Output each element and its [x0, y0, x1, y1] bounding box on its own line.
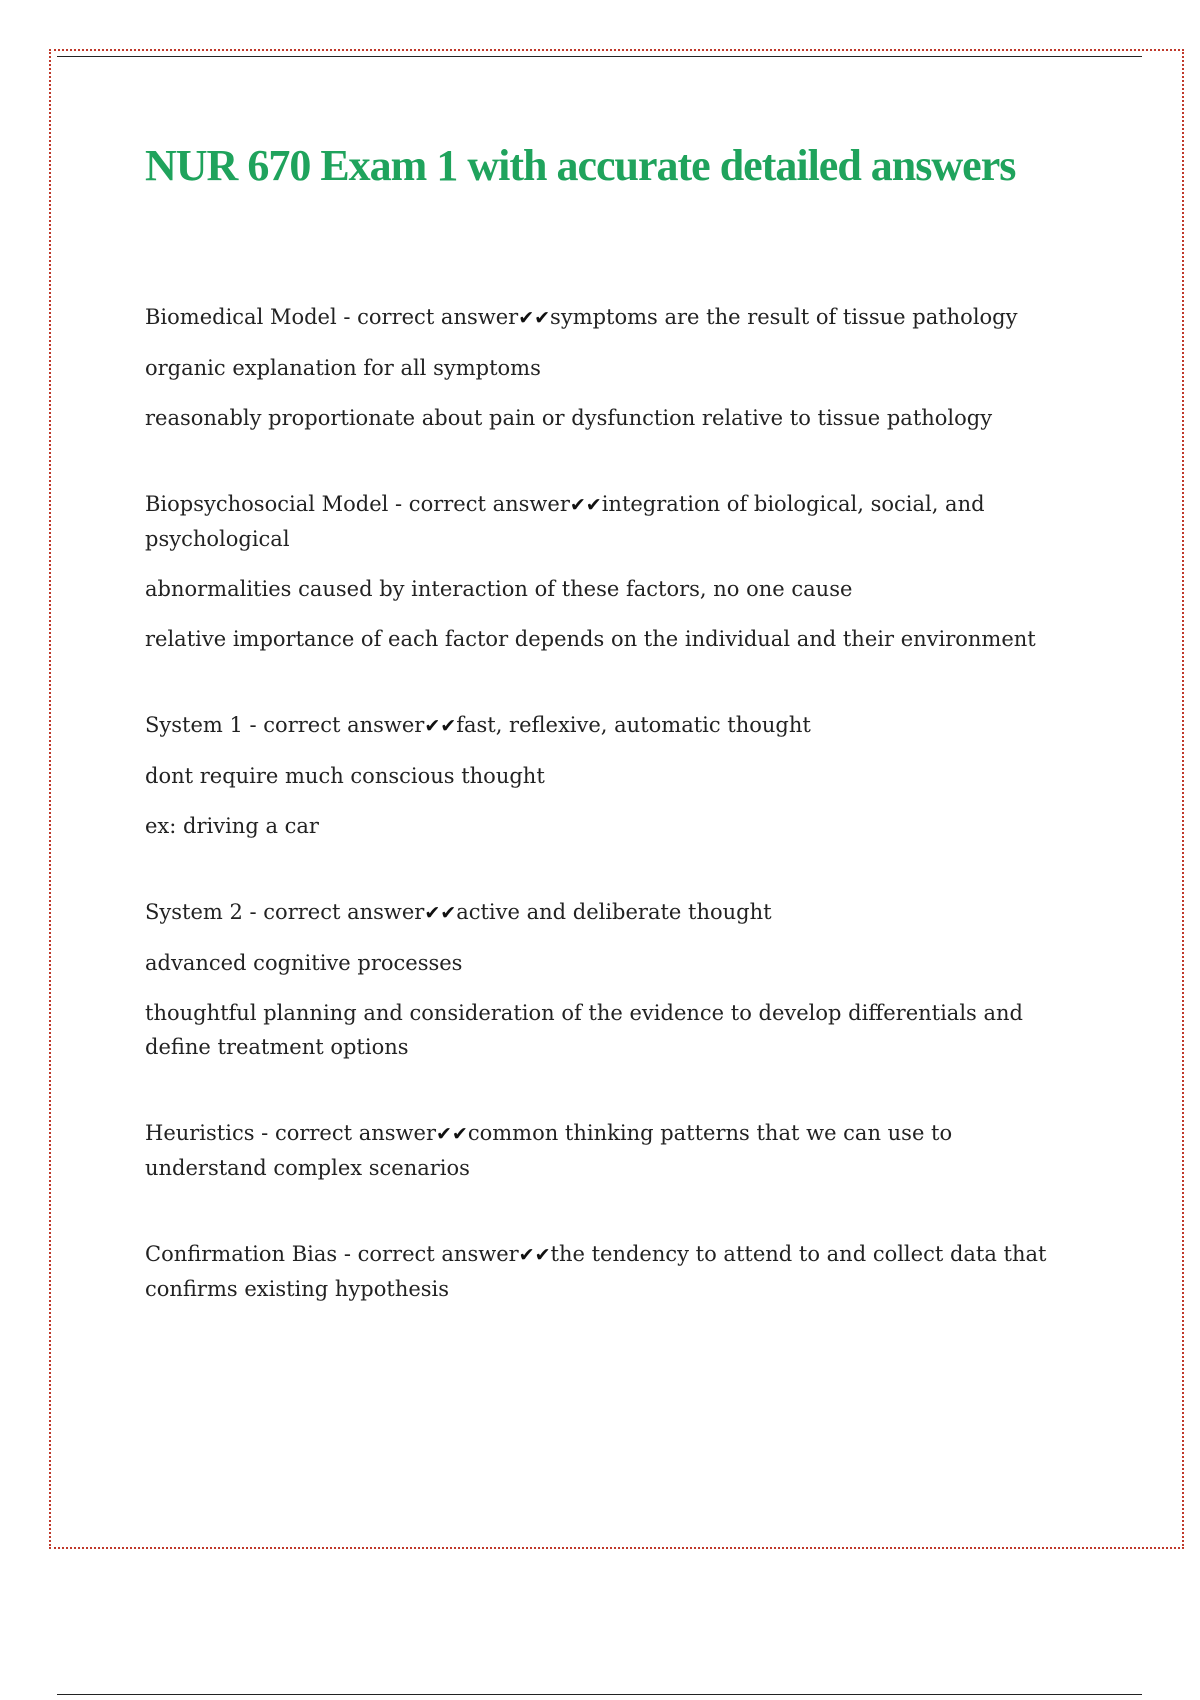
qa-separator: - correct answer — [336, 305, 519, 329]
qa-answer-line: reasonably proportionate about pain or dysfunction relative to tissue pathology — [145, 406, 993, 430]
qa-answer-line: relative importance of each factor depends on the individual and their environment — [145, 627, 1036, 651]
qa-first-line — [145, 300, 1075, 335]
qa-answer-line: thoughtful planning and consideration of the evidence to develop differentials and define treatment options — [145, 1001, 1023, 1059]
qa-term: System 1 — [145, 713, 243, 737]
qa-first-line — [145, 1116, 1075, 1185]
qa-entry-system-1 — [145, 708, 1075, 843]
checkmark-icon: ✔✔ — [569, 494, 602, 516]
qa-answer-line: organic explanation for all symptoms — [145, 356, 541, 380]
qa-separator: - correct answer — [254, 1121, 436, 1145]
qa-answer: active and deliberate thought — [456, 900, 772, 924]
checkmark-icon: ✔✔ — [518, 307, 551, 329]
qa-term: System 2 — [145, 900, 243, 924]
qa-entry-biomedical-model — [145, 300, 1075, 435]
qa-entry-biopsychosocial-model — [145, 487, 1075, 656]
qa-term: Biomedical Model — [145, 305, 337, 329]
bottom-divider — [57, 1694, 1142, 1695]
qa-entry-heuristics — [145, 1116, 1075, 1185]
qa-answer: common thinking patterns that we can use to understand complex scenarios — [145, 1121, 953, 1180]
qa-first-line — [145, 1237, 1075, 1306]
qa-term: Biopsychosocial Model — [145, 492, 389, 516]
qa-first-line — [145, 708, 1075, 743]
qa-answer-line: abnormalities caused by interaction of these factors, no one cause — [145, 577, 853, 601]
qa-answer-line: advanced cognitive processes — [145, 951, 463, 975]
qa-separator: - correct answer — [242, 713, 425, 737]
qa-answer-line: dont require much conscious thought — [145, 764, 545, 788]
qa-term: Heuristics — [145, 1121, 255, 1145]
qa-first-line — [145, 487, 1075, 556]
qa-entry-system-2 — [145, 895, 1075, 1064]
qa-answer: integration of biological, social, and psychological — [145, 492, 985, 551]
qa-separator: - correct answer — [242, 900, 425, 924]
qa-separator: - correct answer — [337, 1242, 519, 1266]
qa-answer: fast, reflexive, automatic thought — [456, 713, 811, 737]
qa-list — [145, 300, 1075, 1358]
qa-term: Confirmation Bias — [145, 1242, 338, 1266]
checkmark-icon: ✔✔ — [436, 1123, 468, 1145]
qa-entry-confirmation-bias — [145, 1237, 1075, 1306]
qa-first-line — [145, 895, 1075, 930]
qa-separator: - correct answer — [388, 492, 570, 516]
checkmark-icon: ✔✔ — [424, 902, 457, 924]
qa-answer: symptoms are the result of tissue pathology — [550, 305, 1018, 329]
qa-answer: the tendency to attend to and collect data that confirms existing hypothesis — [145, 1242, 1047, 1301]
checkmark-icon: ✔✔ — [424, 715, 457, 737]
document-title: NUR 670 Exam 1 with accurate detailed answers — [145, 141, 1016, 190]
checkmark-icon: ✔✔ — [518, 1244, 551, 1266]
qa-answer-line: ex: driving a car — [145, 814, 319, 838]
top-divider — [57, 56, 1142, 57]
